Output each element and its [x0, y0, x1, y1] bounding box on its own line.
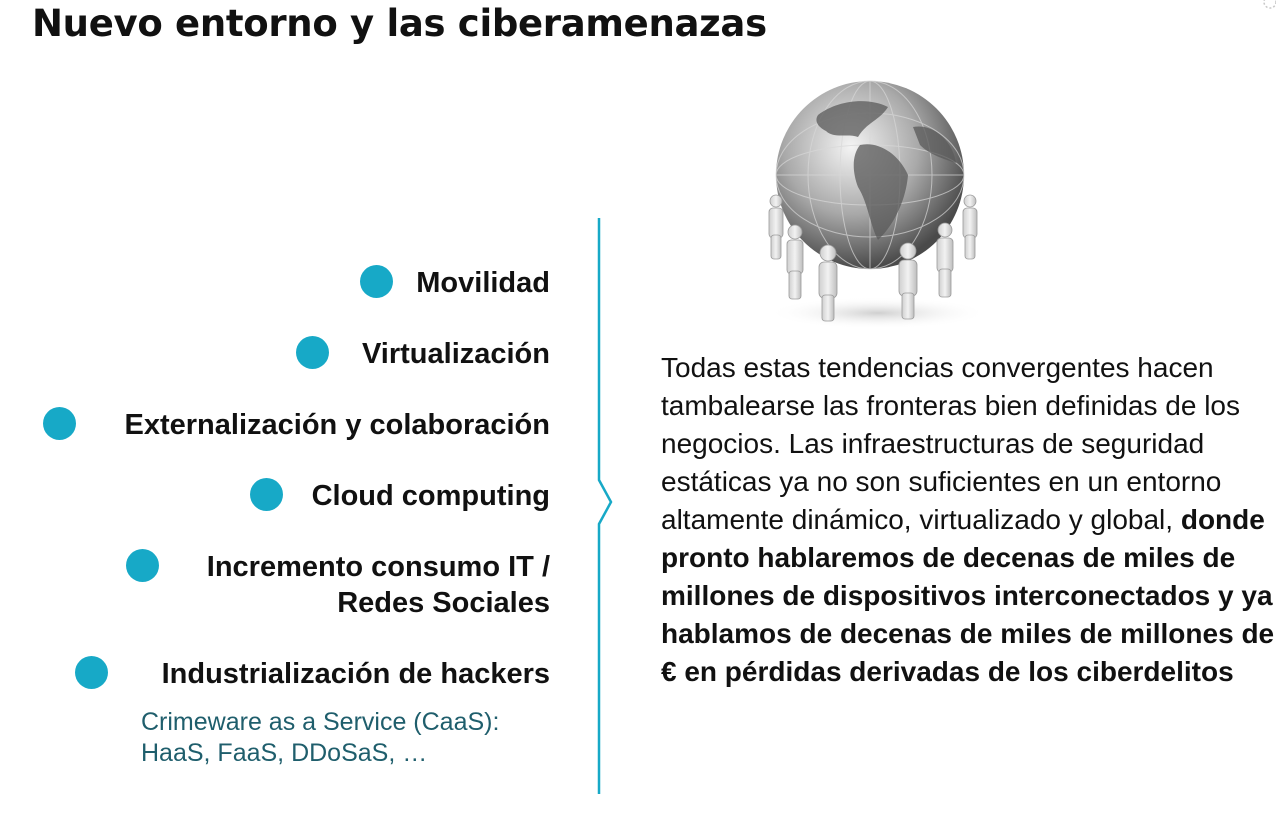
trend-item-consumo-it: Incremento consumo IT / Redes Sociales [206, 551, 550, 619]
bullet-icon [43, 407, 76, 440]
trend-item-cloud: Cloud computing [311, 480, 550, 512]
trend-item-hackers: Industrialización de hackers [161, 658, 550, 690]
divider-chevron-line [590, 218, 620, 794]
bullet-icon [75, 656, 108, 689]
globe-with-people-icon [748, 75, 1008, 330]
trend-item-virtualizacion: Virtualización [361, 338, 550, 370]
trend-item-externalizacion: Externalización y colaboración [124, 409, 550, 441]
trend-item-movilidad: Movilidad [416, 267, 550, 299]
bullet-icon [126, 549, 159, 582]
hackers-detail [141, 707, 499, 769]
description-regular: Todas estas tendencias convergentes hacen tambalearse las fronteras bien definidas de los negocios. Las infraestructuras de seguridad estáticas ya no son suficientes en un entorno altamente dinámico, virtualizado y global, [661, 352, 1241, 535]
slide-title: Nuevo entorno y las ciberamenazas [32, 2, 767, 45]
bullet-icon [360, 265, 393, 298]
bullet-icon [296, 336, 329, 369]
corner-logo-icon [1254, 0, 1276, 10]
bullet-icon [250, 478, 283, 511]
description-paragraph [661, 349, 1276, 691]
hackers-detail-line-2: HaaS, FaaS, DDoSaS, … [141, 739, 428, 767]
description-bold: donde pronto hablaremos de decenas de miles de millones de dispositivos interconectados y ya hablamos de decenas de miles de millones de € en pérdidas derivadas de los ciberdelitos [661, 504, 1275, 687]
hackers-detail-line-1: Crimeware as a Service (CaaS): [141, 708, 500, 736]
